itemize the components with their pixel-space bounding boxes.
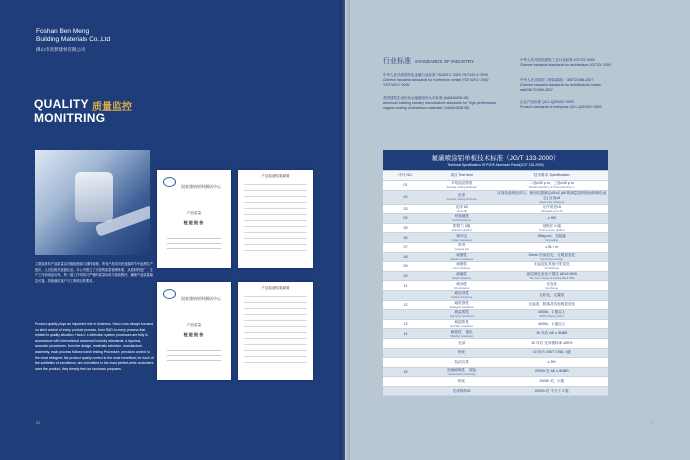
cell-subtext: No change — [545, 286, 559, 290]
cell-no — [383, 319, 428, 329]
company-name — [36, 28, 110, 54]
cell-text: 无起泡、脱落及其他明显变化 — [528, 302, 576, 307]
cell-subtext: Solvent resistance — [451, 296, 473, 300]
cell-item — [428, 190, 496, 204]
cell-text: 划格法 0 级 — [542, 224, 561, 229]
quality-description-cn: 主要原材料产品质量由各级检测部门抽样检测，所有产品均可在流通环节中追溯生产批次、人员及相关检测记录。本公司建立了完善的质量管理体系，从原材料进厂、生产工序到成品出库，每一道工序均执行严格的质量标准与检验程序，确保产品质量稳定可靠，持续满足客户与工程项目的要求。 — [35, 262, 153, 283]
cell-spec — [496, 214, 609, 224]
cell-spec — [496, 300, 609, 310]
table-row — [383, 358, 608, 368]
table-row — [383, 281, 608, 291]
cell-text: 耐湿热性 — [454, 320, 469, 325]
cell-spec — [496, 377, 609, 387]
cell-text: 涂层颜色变化不超过 ΔE≤5 NBS — [526, 272, 577, 277]
table-row — [383, 214, 608, 224]
cell-text: 光泽保持率 — [452, 388, 471, 393]
cell-item — [428, 358, 496, 368]
cell-text: 耐磨性 — [456, 252, 468, 257]
cell-no — [383, 262, 428, 272]
table-row — [383, 348, 608, 358]
laboratory-photo — [35, 150, 150, 255]
standards-title-cn: 行业标准 — [383, 58, 411, 65]
col-header-no: 序号 NO. — [383, 171, 428, 181]
cell-text: 光泽 60 — [455, 204, 468, 209]
cell-item — [428, 281, 496, 291]
cell-no — [383, 281, 428, 291]
standard-cn: 中华人民共和国《建筑幕墙》 GB/T21086-2007 — [520, 78, 594, 82]
cell-text: 4000h，1 级以上 — [538, 310, 566, 315]
cell-spec — [496, 310, 609, 320]
cell-subtext: No peeling — [545, 238, 558, 242]
cell-item — [428, 377, 496, 387]
cell-text: 目视检查颜色均匀，使用仪器测定ΔE≤2 (ΔE的测量范围视涂料颜色而定) 目视≤5 — [497, 190, 607, 200]
cell-spec — [496, 367, 609, 377]
cell-subtext: The color change of coating ΔE≤5 NBS — [529, 277, 575, 281]
cell-group: 加速耐候性 — [447, 367, 466, 372]
cell-text: 09 — [403, 264, 408, 269]
cell-subtext: No blistering — [544, 267, 559, 271]
cell-text: 耐冲击 — [456, 233, 468, 238]
cell-group-subtext: Accelerated weathering — [448, 372, 476, 376]
cell-text: 14 — [403, 331, 408, 336]
cell-spec — [496, 181, 609, 191]
sheet-caption: 产品检测结果摘要 — [261, 174, 290, 178]
cell-item — [428, 290, 496, 300]
cell-spec — [496, 338, 609, 348]
cell-text: 12 — [403, 302, 408, 307]
cell-text: 杯突 — [458, 243, 466, 248]
cell-spec — [496, 290, 609, 300]
cell-no — [383, 204, 428, 214]
standard-en: American building industry manufacturer standards for "high performance organic coating of Aluminum materials" (AAMA2605-98) — [383, 101, 497, 110]
divider — [167, 243, 221, 244]
spec-table — [383, 171, 608, 396]
cell-text: 10 年后 光泽保持率 ≥50% — [531, 340, 573, 345]
cert-head: 国家建筑材料测试中心 — [181, 296, 221, 301]
company-name-cn: 佛山市奔梦建材有限公司 — [36, 47, 86, 52]
cell-spec — [496, 262, 609, 272]
col-header-item: 项目 Test item — [428, 171, 496, 181]
table-row — [383, 271, 608, 281]
cert-sub: 产品质量 — [187, 211, 201, 215]
cell-subtext: Salt spray resistance — [449, 315, 474, 319]
standard-en: Product standards of enterprise Q/LL-QZK002~2009 — [520, 105, 602, 109]
cell-item — [428, 181, 496, 191]
cell-text: 01 — [403, 183, 408, 188]
cell-text: 粉化 — [458, 350, 466, 355]
cell-spec — [496, 386, 609, 396]
cell-text: ≥ 5L / m — [545, 245, 559, 250]
cell-text: 11 — [403, 283, 408, 288]
cell-no — [383, 386, 428, 396]
table-row — [383, 290, 608, 300]
cell-no — [383, 367, 428, 377]
cell-text: 无起泡及其他可见变化 — [533, 262, 570, 267]
cell-item — [428, 329, 496, 339]
cell-spec — [496, 190, 609, 204]
test-result-sheet-1 — [238, 170, 313, 268]
cell-spec — [496, 223, 609, 233]
cell-text: 允许误差±5 — [542, 204, 561, 209]
cell-no — [383, 181, 428, 191]
cell-item — [428, 242, 496, 252]
cell-subtext: Gloss 60 — [456, 209, 467, 213]
cell-text: 13 — [403, 322, 408, 327]
cell-text: 耐溶剂性 — [454, 291, 469, 296]
cell-spec — [496, 204, 609, 214]
cell-text: 耐碱性 — [456, 272, 468, 277]
inspection-report-cover-2 — [157, 282, 231, 380]
col-header-spec: 技术要求 Specification — [496, 171, 609, 181]
cell-spec — [496, 358, 609, 368]
cell-item — [428, 338, 496, 348]
cell-text: 10 年后 ΔE ≤ 5NBS — [536, 331, 568, 336]
cell-text: 10 — [403, 274, 408, 279]
divider — [167, 248, 221, 249]
spec-table-body — [383, 181, 608, 396]
section-title-cn-wrap — [92, 97, 132, 115]
cell-group-subtext: Weather resistance — [450, 334, 473, 338]
cell-subtext: Adhesion grade 0 — [451, 229, 472, 233]
cell-item — [428, 252, 496, 262]
section-title-en: QUALITY MONITRING — [34, 97, 106, 125]
table-row — [383, 319, 608, 329]
standard-item-1 — [383, 73, 503, 88]
cell-group: 耐候性 — [450, 329, 462, 334]
spec-table-title — [383, 150, 608, 170]
inspection-report-cover-1 — [157, 170, 231, 268]
cell-item — [428, 233, 496, 243]
cell-no — [383, 214, 428, 224]
divider — [167, 355, 221, 356]
cell-subtext: Visual color uniformity — [539, 200, 565, 204]
cell-text: 褪色 — [469, 367, 477, 372]
table-row — [383, 377, 608, 387]
cell-subtext: Oil resistance — [453, 286, 470, 290]
standard-item-3 — [520, 58, 625, 68]
cell-text: 03 — [403, 206, 408, 211]
cell-subtext: No obvious change — [540, 257, 563, 261]
cell-text: 二涂≥30 μ m，三涂≥40 μ m — [529, 181, 574, 186]
table-row — [383, 386, 608, 396]
cell-spec — [496, 329, 609, 339]
table-row — [383, 338, 608, 348]
cell-spec — [496, 281, 609, 291]
cell-spec — [496, 233, 609, 243]
company-name-en: Foshan Ben Meng Building Materials Co.,Ltd — [36, 28, 111, 43]
cell-no — [383, 290, 428, 300]
cell-no — [383, 271, 428, 281]
divider — [167, 350, 221, 351]
cell-text: 15 — [403, 369, 408, 374]
cell-item — [428, 204, 496, 214]
standard-en: Chinese industrial standards for nonferrous metals YS/T429.1~2000 YS/T429.2~2000 — [383, 78, 489, 87]
table-row — [383, 367, 608, 377]
cell-subtext: Abrasion resistance — [450, 257, 474, 261]
cell-spec — [496, 242, 609, 252]
cell-text: 铅笔硬度 — [454, 214, 469, 219]
cell-text: 耐酸性 — [456, 262, 468, 267]
cell-item — [428, 300, 496, 310]
cell-subtext: Pencil hardness — [452, 219, 471, 223]
cell-text: 10 年后 GB/T 1766, 1级 — [532, 350, 571, 355]
cell-item — [428, 386, 496, 396]
cell-text: 褪色 — [465, 329, 473, 334]
cell-text: 04 — [403, 216, 408, 221]
cell-text: 2000h 后 不少于 2 级 — [534, 388, 569, 393]
cell-text: 15min 后涂层无，无明显变化 — [528, 252, 576, 257]
standards-title-en: STANDARDS OF INDUSTRY — [415, 59, 475, 64]
cell-text: 50kg.cm，无脱落 — [537, 233, 566, 238]
cell-subtext: Double coat≥30 μ m Three coat≥40 μ m — [528, 186, 575, 190]
cell-no — [383, 338, 428, 348]
cell-no — [383, 329, 428, 339]
cell-text: ≥ HB — [547, 216, 556, 221]
cell-text: 08 — [403, 254, 408, 259]
table-row — [383, 242, 608, 252]
cell-no — [383, 310, 428, 320]
cell-text: 附着力 0级 — [453, 224, 471, 229]
cell-subtext: HCl resistance — [453, 267, 471, 271]
cell-text: ≤ 5% — [547, 360, 556, 365]
cell-subtext: Cupping test — [454, 248, 470, 252]
page-number-right: 35 — [649, 420, 654, 425]
cell-spec — [496, 271, 609, 281]
cell-no — [383, 233, 428, 243]
cell-item — [428, 367, 496, 377]
table-row — [383, 204, 608, 214]
microscope-illustration — [75, 172, 113, 222]
cell-no — [383, 377, 428, 387]
sheet-caption: 产品检测结果摘要 — [261, 286, 290, 290]
cell-text: 06 — [403, 235, 408, 240]
table-row — [383, 262, 608, 272]
cell-spec — [496, 348, 609, 358]
cell-subtext: Alkali resistance — [452, 277, 472, 281]
cell-text: 光泽 — [458, 340, 466, 345]
cell-text: 平均涂层厚度 — [450, 181, 473, 186]
page-number-left: 34 — [36, 420, 41, 425]
cell-text: 无软化、无露底 — [539, 292, 565, 297]
table-row — [383, 300, 608, 310]
cell-item — [428, 214, 496, 224]
standard-cn: 中华人民共和国有色金属行业标准 YS/429.1~2000 YS/T429.2~2000 — [383, 73, 488, 77]
standard-cn: 美国建筑生涂铝协会氟碳涂料认可标准 (AAMA2605-98) — [383, 96, 469, 100]
standard-item-4 — [520, 78, 625, 93]
cell-subtext: 4000h, Above grade 1 — [539, 315, 565, 319]
table-row — [383, 190, 608, 204]
cell-text: 耐洗涤性 — [454, 300, 469, 305]
cell-text: 05 — [403, 226, 408, 231]
spec-table-title-en: Technical Specification Of PVDF Aluminum Panel(JG/T 133-2000) — [447, 163, 544, 167]
standard-cn: 中华人民共和国建筑工业行业标准 JG/T33~2000 — [520, 58, 595, 62]
cell-subtext: Average coating thickness — [446, 186, 477, 190]
table-row — [383, 252, 608, 262]
test-result-sheet-2 — [238, 282, 313, 380]
standard-item-2 — [383, 96, 503, 111]
cell-text: 无变化 — [546, 281, 558, 286]
cell-item — [428, 319, 496, 329]
table-row — [383, 181, 608, 191]
cell-spec — [496, 252, 609, 262]
cell-text: 02 — [403, 195, 408, 200]
cell-no — [383, 252, 428, 262]
standard-cn: 企业产品标准 Q/LL-QZK002~2009 — [520, 100, 574, 104]
cell-item — [428, 348, 496, 358]
cell-text: 耐油性 — [456, 281, 468, 286]
standards-title — [383, 56, 474, 66]
cell-no — [383, 358, 428, 368]
cell-subtext: Allowable error ±5 — [541, 209, 563, 213]
cell-subtext: Detergent resistance — [449, 305, 474, 309]
cell-text: 4000h，1 级以上 — [538, 321, 566, 326]
cell-no — [383, 223, 428, 233]
cell-text: 粉化 — [458, 379, 466, 384]
cell-subtext: Cross cut test, grade 0 — [538, 229, 565, 233]
cell-subtext: Impact resistance — [451, 238, 472, 242]
table-row — [383, 310, 608, 320]
cell-no — [383, 190, 428, 204]
spec-table-title-cn: 氟碳喷涂铝单板技术标准（JG/T 133-2000） — [431, 155, 560, 162]
cell-text: 色差 — [458, 193, 466, 198]
cell-spec — [496, 319, 609, 329]
cert-sub: 产品质量 — [187, 323, 201, 327]
cert-title: 检验报告 — [183, 220, 205, 225]
cell-no — [383, 300, 428, 310]
cell-subtext: Humidity resistance — [450, 325, 474, 329]
cell-item — [428, 271, 496, 281]
cell-subtext: Average coating thickness — [446, 198, 477, 202]
cell-text: 抗沾污性 — [454, 359, 469, 364]
cell-item — [428, 223, 496, 233]
divider — [167, 238, 221, 239]
table-row — [383, 233, 608, 243]
quality-description-en: Product quality plays an important role in business. HaoLu has always focused on strict control of every product process, from R&D to every process that related to quality situation. HaoLu' s detection system processes are fully in accordance with international advanced industry standards: a rigorous, accurate procedures, from the design, materials selection, manufacture, assembly, each process follows harsh testing Procedure, precision control to the most stringent, the product quality control to the most beneficial, for each of the subtleties of excellence, are committed to the most perfect,while customers uses the product, they deeply feel our business purposes. — [35, 322, 154, 371]
cell-item — [428, 310, 496, 320]
section-title-cn: 质量监控 — [92, 102, 132, 113]
page-gutter — [340, 0, 350, 460]
cert-title: 检验报告 — [183, 332, 205, 337]
standard-item-5 — [520, 100, 625, 110]
cell-no — [383, 242, 428, 252]
cell-no — [383, 348, 428, 358]
cell-text: 2000h 后 ΔE ≤ 5NBS — [534, 369, 569, 374]
cert-head: 国家建筑材料测试中心 — [181, 184, 221, 189]
cell-item — [428, 262, 496, 272]
table-row — [383, 223, 608, 233]
divider — [167, 360, 221, 361]
cell-text: 耐盐雾性 — [454, 310, 469, 315]
standard-en: Chinese industrial standards for architecture JG/T33~2000 — [520, 63, 611, 67]
table-row — [383, 329, 608, 339]
standard-en: Chinese industrial standards for architectural curtain wallGB/T21086-2007 — [520, 83, 601, 92]
cell-text: 2000h 后，0 级 — [539, 379, 565, 384]
cell-text: 07 — [403, 245, 408, 250]
